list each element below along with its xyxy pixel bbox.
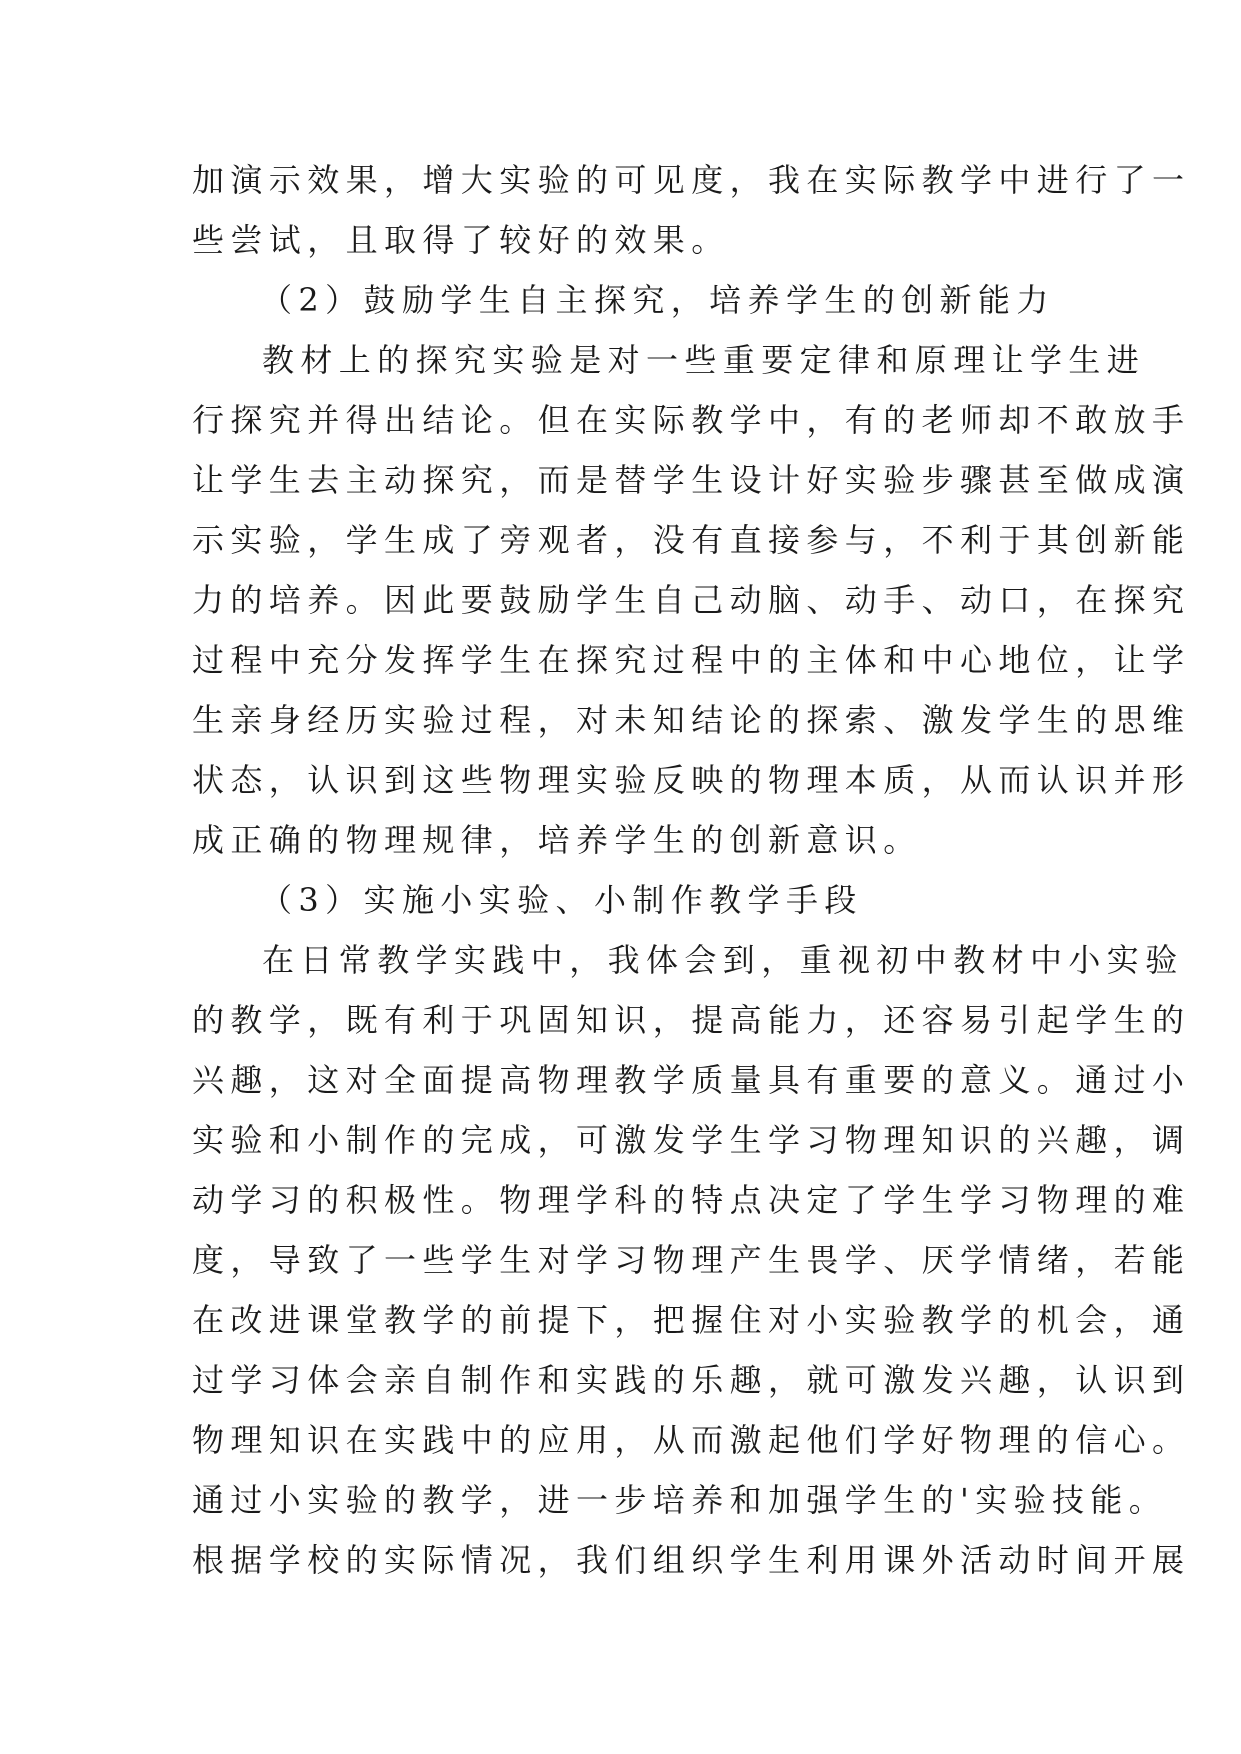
text-line: 些尝试，且取得了较好的效果。 bbox=[192, 221, 730, 259]
text-line: 度，导致了一些学生对学习物理产生畏学、厌学情绪，若能 bbox=[192, 1241, 1191, 1279]
text-line: 动学习的积极性。物理学科的特点决定了学生学习物理的难 bbox=[192, 1181, 1191, 1219]
text-line: 过学习体会亲自制作和实践的乐趣，就可激发兴趣，认识到 bbox=[192, 1361, 1191, 1399]
text-line: 行探究并得出结论。但在实际教学中，有的老师却不敢放手 bbox=[192, 401, 1191, 439]
text-line: 根据学校的实际情况，我们组织学生利用课外活动时间开展 bbox=[192, 1541, 1191, 1579]
paragraph-start: 教材上的探究实验是对一些重要定律和原理让学生进 bbox=[262, 341, 1146, 379]
text-line: 实验和小制作的完成，可激发学生学习物理知识的兴趣，调 bbox=[192, 1121, 1191, 1159]
section-heading-2: （2）鼓励学生自主探究，培养学生的创新能力 bbox=[260, 281, 1055, 319]
text-line: 状态，认识到这些物理实验反映的物理本质，从而认识并形 bbox=[192, 761, 1191, 799]
text-line: 的教学，既有利于巩固知识，提高能力，还容易引起学生的 bbox=[192, 1001, 1191, 1039]
body-text bbox=[192, 150, 1191, 1590]
text-line: 示实验，学生成了旁观者，没有直接参与，不利于其创新能 bbox=[192, 521, 1191, 559]
text-line: 生亲身经历实验过程，对未知结论的探索、激发学生的思维 bbox=[192, 701, 1191, 739]
section-heading-3: （3）实施小实验、小制作教学手段 bbox=[260, 881, 863, 919]
text-line: 兴趣，这对全面提高物理教学质量具有重要的意义。通过小 bbox=[192, 1061, 1191, 1099]
text-line: 过程中充分发挥学生在探究过程中的主体和中心地位，让学 bbox=[192, 641, 1191, 679]
text-line: 通过小实验的教学，进一步培养和加强学生的'实验技能。 bbox=[192, 1481, 1168, 1519]
paragraph-start: 在日常教学实践中，我体会到，重视初中教材中小实验 bbox=[262, 941, 1184, 979]
text-line: 成正确的物理规律，培养学生的创新意识。 bbox=[192, 821, 922, 859]
text-line: 力的培养。因此要鼓励学生自己动脑、动手、动口，在探究 bbox=[192, 581, 1191, 619]
text-line: 在改进课堂教学的前提下，把握住对小实验教学的机会，通 bbox=[192, 1301, 1191, 1339]
text-line: 让学生去主动探究，而是替学生设计好实验步骤甚至做成演 bbox=[192, 461, 1191, 499]
text-line: 加演示效果，增大实验的可见度，我在实际教学中进行了一 bbox=[192, 161, 1191, 199]
text-line: 物理知识在实践中的应用，从而激起他们学好物理的信心。 bbox=[192, 1421, 1191, 1459]
